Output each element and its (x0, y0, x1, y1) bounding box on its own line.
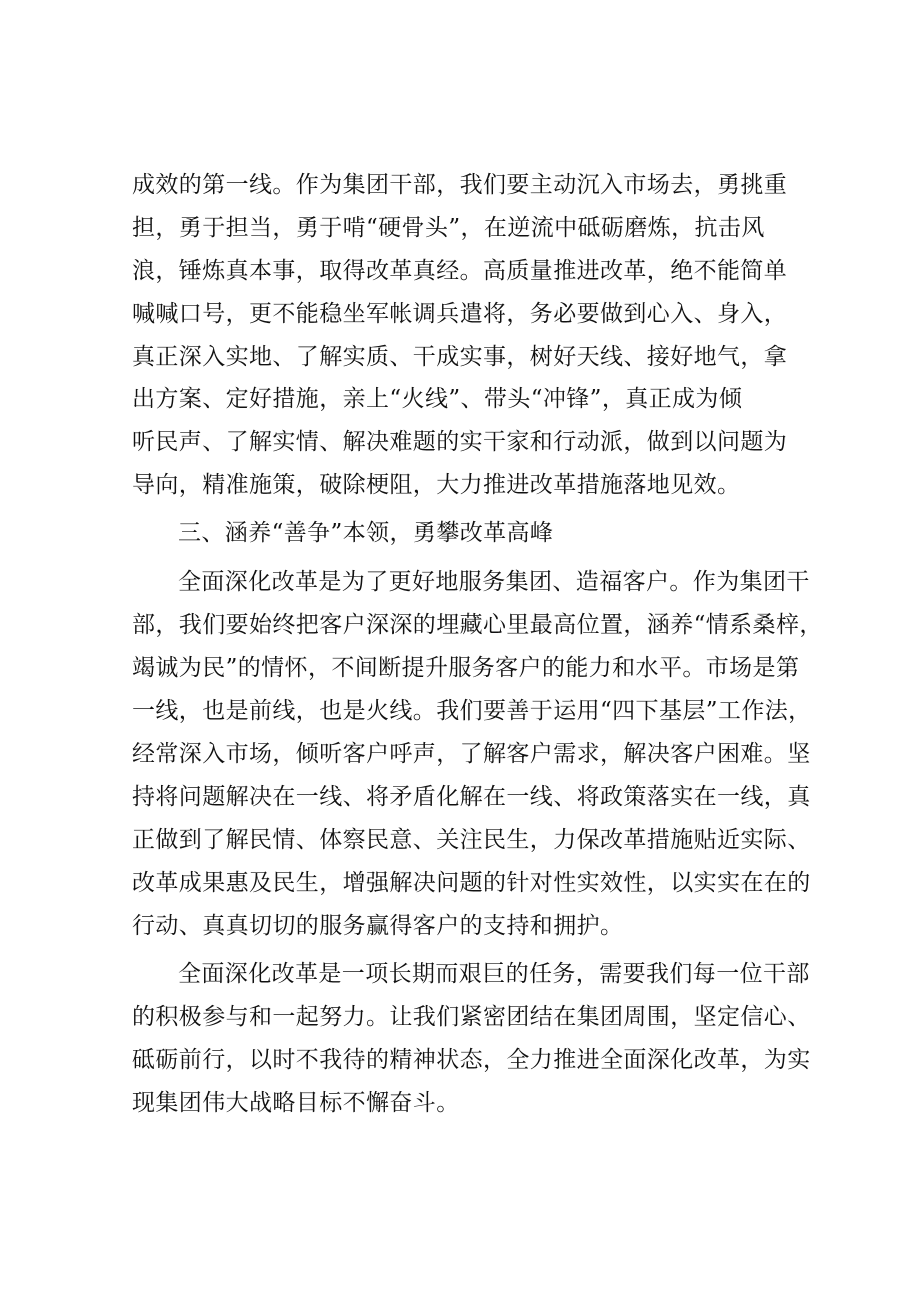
paragraph-line: 出方案、定好措施，亲上“火线”、带头“冲锋”，真正成为倾 (132, 386, 743, 412)
paragraph-line: 一线，也是前线，也是火线。我们要善于运用“四下基层”工作法， (132, 698, 812, 724)
paragraph-line: 听民声、了解实情、解决难题的实干家和行动派，做到以问题为 (132, 429, 788, 455)
paragraph-line: 浪，锤炼真本事，取得改革真经。高质量推进改革，绝不能简单 (132, 258, 788, 284)
paragraph-line: 竭诚为民”的情怀，不间断提升服务客户的能力和水平。市场是第 (132, 655, 800, 681)
paragraph-line: 成效的第一线。作为集团干部，我们要主动沉入市场去，勇挑重 (132, 172, 788, 198)
paragraph-line: 全面深化改革是为了更好地服务集团、造福客户。作为集团干 (178, 569, 810, 595)
paragraph-line: 现集团伟大战略目标不懈奋斗。 (132, 1090, 460, 1116)
paragraph-line: 经常深入市场，倾听客户呼声，了解客户需求，解决客户困难。坚 (132, 741, 811, 767)
paragraph-line: 行动、真真切切的服务赢得客户的支持和拥护。 (132, 913, 624, 939)
paragraph-line: 担，勇于担当，勇于啃“硬骨头”，在逆流中砥砺磨炼，抗击风 (132, 215, 765, 241)
paragraph-line: 持将问题解决在一线、将矛盾化解在一线、将政策落实在一线，真 (132, 784, 811, 810)
paragraph-line: 砥砺前行，以时不我待的精神状态，全力推进全面深化改革，为实 (132, 1047, 811, 1073)
paragraph-line: 全面深化改革是一项长期而艰巨的任务，需要我们每一位干部 (178, 961, 810, 987)
paragraph-line: 喊喊口号，更不能稳坐军帐调兵遣将，务必要做到心入、身入， (132, 301, 788, 327)
paragraph-line: 导向，精准施策，破除梗阻，大力推进改革措施落地见效。 (132, 472, 741, 498)
paragraph-line: 的积极参与和一起努力。让我们紧密团结在集团周围，坚定信心、 (132, 1004, 811, 1030)
paragraph-line: 正做到了解民情、体察民意、关注民生，力保改革措施贴近实际、 (132, 827, 811, 853)
section-heading: 三、涵养“善争”本领，勇攀改革高峰 (178, 520, 554, 546)
paragraph-line: 部，我们要始终把客户深深的埋藏心里最高位置，涵养“情系桑梓， (132, 612, 823, 638)
paragraph-line: 真正深入实地、了解实质、干成实事，树好天线、接好地气，拿 (132, 344, 788, 370)
paragraph-line: 改革成果惠及民生，增强解决问题的针对性实效性，以实实在在的 (132, 870, 811, 896)
